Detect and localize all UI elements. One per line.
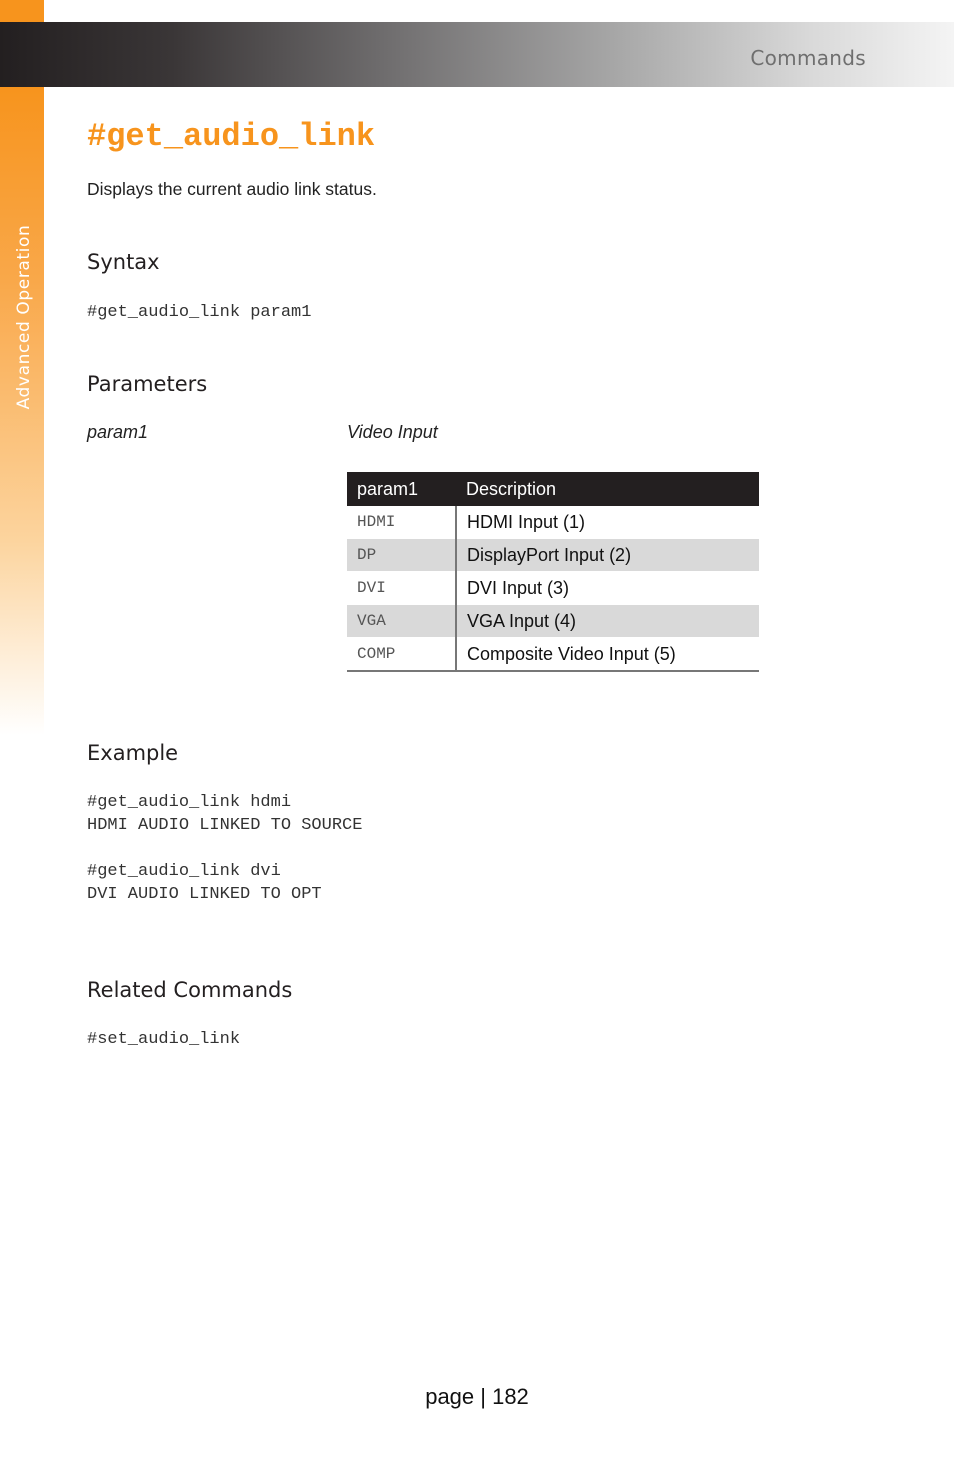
syntax-heading: Syntax [87, 250, 160, 274]
table-row [347, 539, 759, 572]
syntax-code: #get_audio_link param1 [87, 303, 312, 322]
table-row [347, 605, 759, 638]
side-tab [0, 87, 44, 735]
row-description: Composite Video Input (5) [456, 638, 759, 672]
side-tab-label: Advanced Operation [14, 224, 34, 410]
header-section-title: Commands [750, 46, 866, 70]
param-values-table [347, 472, 759, 672]
table-row [347, 506, 759, 539]
table-header-description: Description [456, 472, 759, 506]
table-header-row [347, 472, 759, 506]
row-description: DVI Input (3) [456, 572, 759, 605]
param-name: param1 [87, 422, 149, 442]
example-line: #get_audio_link dvi [87, 862, 281, 881]
related-command-item: #set_audio_link [87, 1030, 241, 1049]
param-description: Video Input [347, 422, 438, 442]
row-value: VGA [347, 605, 456, 638]
example-line: #get_audio_link hdmi [87, 793, 292, 812]
row-value: HDMI [347, 506, 456, 539]
example-heading: Example [87, 741, 179, 765]
row-description: VGA Input (4) [456, 605, 759, 638]
row-value: DP [347, 539, 456, 572]
row-value: DVI [347, 572, 456, 605]
page-number: page | 182 [425, 1384, 529, 1409]
table-header-param: param1 [347, 472, 456, 506]
table-row [347, 572, 759, 605]
example-line: DVI AUDIO LINKED TO OPT [87, 885, 322, 904]
parameters-heading: Parameters [87, 372, 208, 396]
command-description: Displays the current audio link status. [87, 179, 377, 199]
corner-tab [0, 0, 44, 22]
example-line: HDMI AUDIO LINKED TO SOURCE [87, 816, 363, 835]
related-commands-heading: Related Commands [87, 978, 293, 1002]
row-description: HDMI Input (1) [456, 506, 759, 539]
row-value: COMP [347, 638, 456, 672]
command-title: #get_audio_link [87, 118, 376, 155]
row-description: DisplayPort Input (2) [456, 539, 759, 572]
table-row [347, 638, 759, 672]
